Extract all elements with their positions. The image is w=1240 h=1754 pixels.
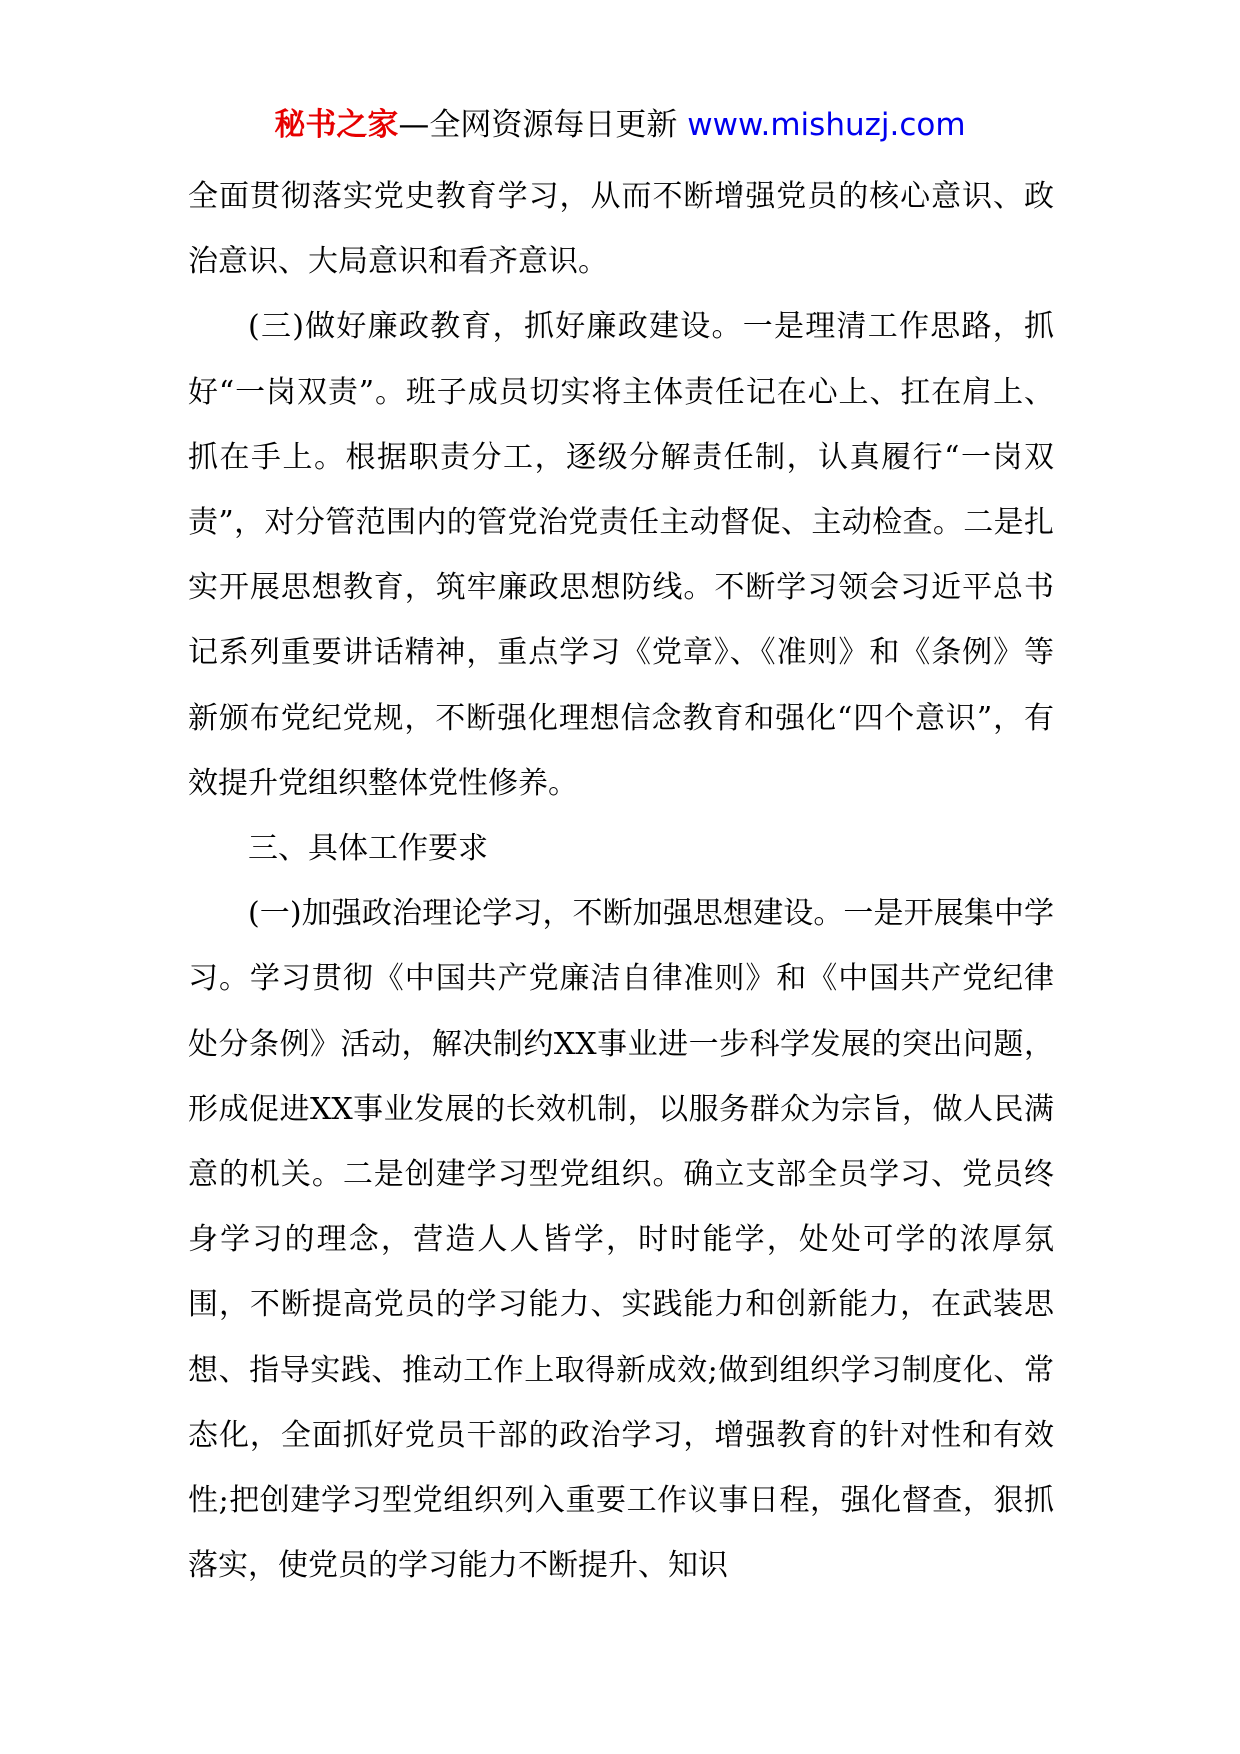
- paragraph-political-study: (一)加强政治理论学习，不断加强思想建设。一是开展集中学习。学习贯彻《中国共产党廉洁自律准则》和《中国共产党纪律处分条例》活动，解决制约XX事业进一步科学发展的突出问题，形成促进XX事业发展的长效机制，以服务群众为宗旨，做人民满意的机关。二是创建学习型党组织。确立支部全员学习、党员终身学习的理念，营造人人皆学，时时能学，处处可学的浓厚氛围，不断提高党员的学习能力、实践能力和创新能力，在武装思想、指导实践、推动工作上取得新成效;做到组织学习制度化、常态化，全面抓好党员干部的政治学习，增强教育的针对性和有效性;把创建学习型党组织列入重要工作议事日程，强化督查，狠抓落实，使党员的学习能力不断提升、知识: [188, 896, 1054, 1584]
- site-brand: 秘书之家: [274, 107, 399, 143]
- paragraph-integrity-education: (三)做好廉政教育，抓好廉政建设。一是理清工作思路，抓好“一岗双责”。班子成员切实将主体责任记在心上、扛在肩上、抓在手上。根据职责分工，逐级分解责任制，认真履行“一岗双责”，对分管范围内的管党治党责任主动督促、主动检查。二是扎实开展思想教育，筑牢廉政思想防线。不断学习领会习近平总书记系列重要讲话精神，重点学习《党章》、《准则》和《条例》等新颁布党纪党规，不断强化理想信念教育和强化“四个意识”，有效提升党组织整体党性修养。: [188, 309, 1054, 801]
- site-tagline: —全网资源每日更新: [398, 107, 688, 143]
- site-header: [0, 100, 1240, 150]
- document-body: [188, 164, 1054, 1598]
- section-heading: 三、具体工作要求: [248, 831, 488, 867]
- site-url-link[interactable]: www.mishuzj.com: [687, 107, 966, 143]
- paragraph-continuation: 全面贯彻落实党史教育学习，从而不断增强党员的核心意识、政治意识、大局意识和看齐意识。: [188, 179, 1054, 280]
